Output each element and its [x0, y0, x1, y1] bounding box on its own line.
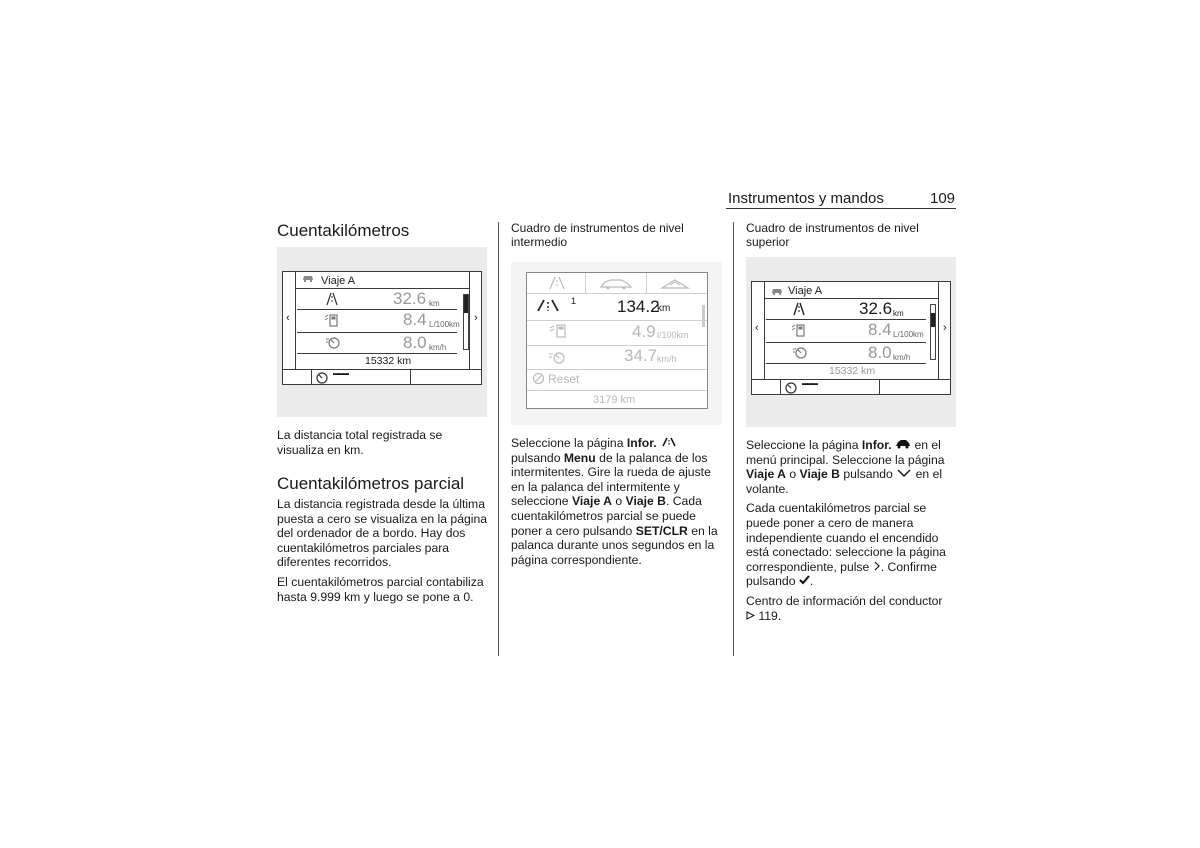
trip-odometer-inline-icon — [660, 436, 678, 450]
fuel-pump-icon — [790, 323, 808, 342]
col3-body — [746, 438, 958, 628]
display-screen — [282, 271, 482, 385]
footer-dashes: ▬▬▬ — [802, 381, 817, 387]
chevron-right-icon — [873, 560, 881, 574]
speedometer-icon — [792, 345, 808, 364]
speedometer-icon — [325, 335, 341, 354]
paragraph: La distancia registrada desde la última puesta a cero se visualiza en la página del ordenador de a bordo. Hay dos cuentakilómetros parciales para diferentes recorridos. — [277, 497, 488, 570]
total-distance: 3179 km — [593, 394, 636, 406]
fuel-pump-icon — [547, 323, 569, 344]
car-tab-icon — [599, 277, 633, 295]
car-inline-icon — [895, 438, 911, 452]
section-heading-trip-odometer: Cuentakilómetros parcial — [277, 474, 465, 493]
display-screen — [751, 281, 951, 395]
odometer-display-figure — [277, 247, 487, 417]
scrollbar-thumb — [464, 295, 468, 313]
row1-value: 134.2 — [617, 297, 660, 316]
row3-value: 34.7 — [624, 346, 658, 365]
scrollbar-thumb — [931, 313, 935, 327]
row3-value: 8.0 — [868, 343, 892, 362]
row3-value: 8.0 — [403, 333, 427, 352]
reset-icon — [532, 372, 545, 390]
reset-label: Reset — [548, 372, 580, 386]
paragraph: El cuentakilómetros parcial contabiliza hasta 9.999 km y luego se pone a 0. — [277, 574, 484, 604]
row1-unit: km — [657, 303, 671, 314]
highlevel-display-figure — [746, 257, 956, 427]
screen-title: Viaje A — [321, 275, 356, 287]
speedometer-icon — [547, 349, 567, 370]
row1-unit: km — [893, 309, 904, 318]
col1-body — [277, 497, 489, 609]
row1-value: 32.6 — [859, 299, 893, 318]
chevron-down-icon — [896, 467, 912, 481]
scrollbar-track — [930, 304, 936, 360]
road-tab-icon — [545, 276, 569, 295]
paragraph: Centro de información del conductor 119. — [746, 593, 943, 623]
section-heading-odometer: Cuentakilómetros — [277, 221, 410, 240]
column-divider-2 — [733, 222, 734, 656]
fuel-pump-icon — [323, 313, 341, 332]
speed-limiter-icon — [315, 371, 329, 389]
row2-unit: L/100km — [893, 330, 924, 339]
row1-unit: km — [429, 299, 440, 308]
chevron-right-icon: › — [474, 312, 478, 324]
page-number: 109 — [930, 190, 956, 207]
navigation-tab-icon — [660, 277, 690, 295]
midlevel-display-figure — [511, 262, 722, 425]
row3-unit: km/h — [893, 353, 911, 362]
paragraph: Cada cuentakilómetros parcial se puede poner a cero de manera independiente cuando el encendido está conectado: seleccione la página correspondiente, pulse . Confirme pulsando . — [746, 501, 946, 589]
scrollbar-track — [463, 294, 469, 350]
cross-reference-icon — [746, 609, 755, 623]
car-icon — [771, 283, 783, 301]
row2-unit: L/100km — [429, 320, 460, 329]
screen-title: Viaje A — [788, 285, 823, 297]
subsection-heading-midlevel: Cuadro de instrumentos de nivel intermedio — [511, 221, 684, 249]
chevron-left-icon: ‹ — [755, 322, 759, 334]
total-distance: 15332 km — [829, 365, 876, 377]
display-screen — [526, 272, 708, 409]
chevron-left-icon: ‹ — [286, 312, 290, 324]
subsection-heading-highlevel: Cuadro de instrumentos de nivel superior — [746, 221, 919, 249]
trip-sup: 1 — [571, 296, 577, 306]
chevron-right-icon: › — [943, 322, 947, 334]
row2-unit: l/100km — [657, 330, 689, 340]
scrollbar — [702, 305, 705, 327]
row2-value: 8.4 — [868, 320, 892, 339]
header-rule — [726, 208, 956, 209]
paragraph: La distancia total registrada se visualiza en km. — [277, 428, 443, 457]
speed-limiter-icon — [784, 381, 798, 399]
checkmark-icon — [799, 574, 810, 588]
column-divider-1 — [498, 222, 499, 656]
trip-odometer-icon — [534, 297, 562, 318]
row2-value: 4.9 — [632, 322, 656, 341]
car-icon — [302, 273, 314, 286]
page-header-title: Instrumentos y mandos — [728, 190, 884, 207]
row3-unit: km/h — [429, 343, 447, 352]
paragraph: Seleccione la página Infor. en el menú principal. Seleccione la página Viaje A o Viaje B pulsando en el volante. — [746, 438, 945, 496]
col2-body — [511, 436, 724, 572]
total-distance: 15332 km — [365, 355, 412, 367]
paragraph: Seleccione la página Infor. pulsando Menu de la palanca de los intermitentes. Gire la rueda de ajuste en la palanca del intermitente y seleccione Viaje A o Viaje B. Cada cuentakilómetros parcial se puede poner a cero pulsando SET/CLR en la palanca durante unos segundos en la página correspondiente. — [511, 436, 718, 567]
row1-value: 32.6 — [393, 289, 427, 308]
footer-dashes: ▬▬▬ — [333, 371, 348, 377]
row3-unit: km/h — [657, 354, 677, 364]
col1-para1-block — [277, 428, 489, 462]
row2-value: 8.4 — [403, 310, 427, 329]
